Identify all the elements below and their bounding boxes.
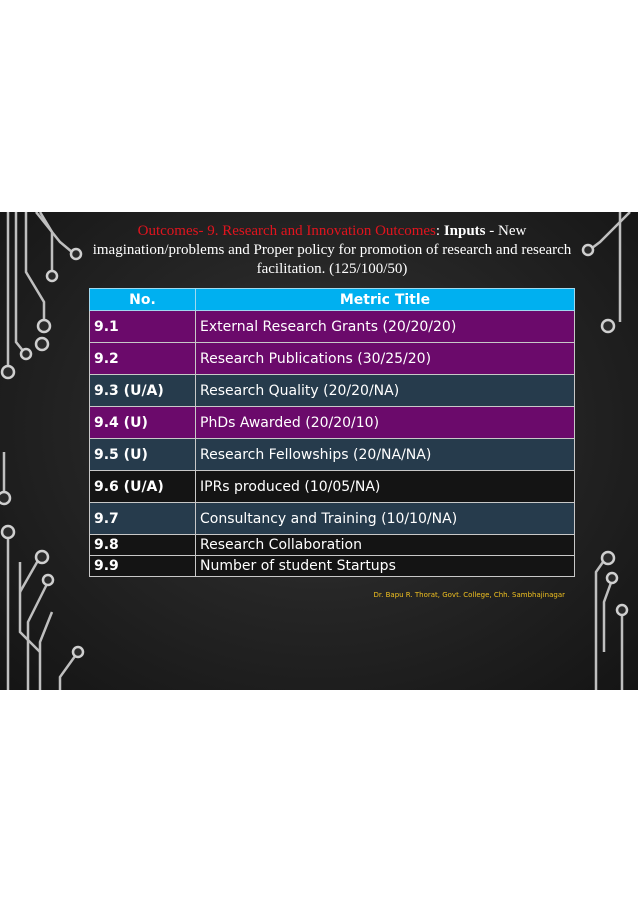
metric-number: 9.6 (U/A)	[90, 471, 196, 503]
title-inputs-label: Inputs	[443, 223, 486, 239]
metric-title: Research Quality (20/20/NA)	[196, 375, 575, 407]
slide	[0, 212, 638, 690]
table-row	[90, 535, 575, 556]
metric-number: 9.5 (U)	[90, 439, 196, 471]
table-row	[90, 375, 575, 407]
table-row	[90, 503, 575, 535]
metric-number: 9.4 (U)	[90, 407, 196, 439]
metric-title: Research Publications (30/25/20)	[196, 343, 575, 375]
metric-number: 9.1	[90, 311, 196, 343]
metric-title: Consultancy and Training (10/10/NA)	[196, 503, 575, 535]
metrics-table	[89, 288, 575, 577]
table-row	[90, 471, 575, 503]
column-header-metric-title: Metric Title	[196, 289, 575, 311]
metric-number: 9.2	[90, 343, 196, 375]
metric-title: Research Fellowships (20/NA/NA)	[196, 439, 575, 471]
table-header-row	[90, 289, 575, 311]
author-credit: Dr. Bapu R. Thorat, Govt. College, Chh. Sambhajinagar	[373, 591, 565, 599]
title-colon: :	[435, 223, 441, 239]
slide-title	[92, 222, 572, 279]
table-row	[90, 343, 575, 375]
title-description: - New imagination/problems and Proper policy for promotion of research and research facilitation. (125/100/50)	[92, 223, 572, 277]
metric-title: PhDs Awarded (20/20/10)	[196, 407, 575, 439]
metric-number: 9.3 (U/A)	[90, 375, 196, 407]
table-row	[90, 439, 575, 471]
metric-title: IPRs produced (10/05/NA)	[196, 471, 575, 503]
table-row	[90, 407, 575, 439]
metric-number: 9.8	[90, 535, 196, 556]
column-header-no: No.	[90, 289, 196, 311]
metric-number: 9.9	[90, 556, 196, 577]
table-row	[90, 556, 575, 577]
table-row	[90, 311, 575, 343]
metric-title: Research Collaboration	[196, 535, 575, 556]
metric-title: Number of student Startups	[196, 556, 575, 577]
metric-number: 9.7	[90, 503, 196, 535]
metric-title: External Research Grants (20/20/20)	[196, 311, 575, 343]
title-red-segment: Outcomes- 9. Research and Innovation Outcomes	[137, 223, 436, 239]
